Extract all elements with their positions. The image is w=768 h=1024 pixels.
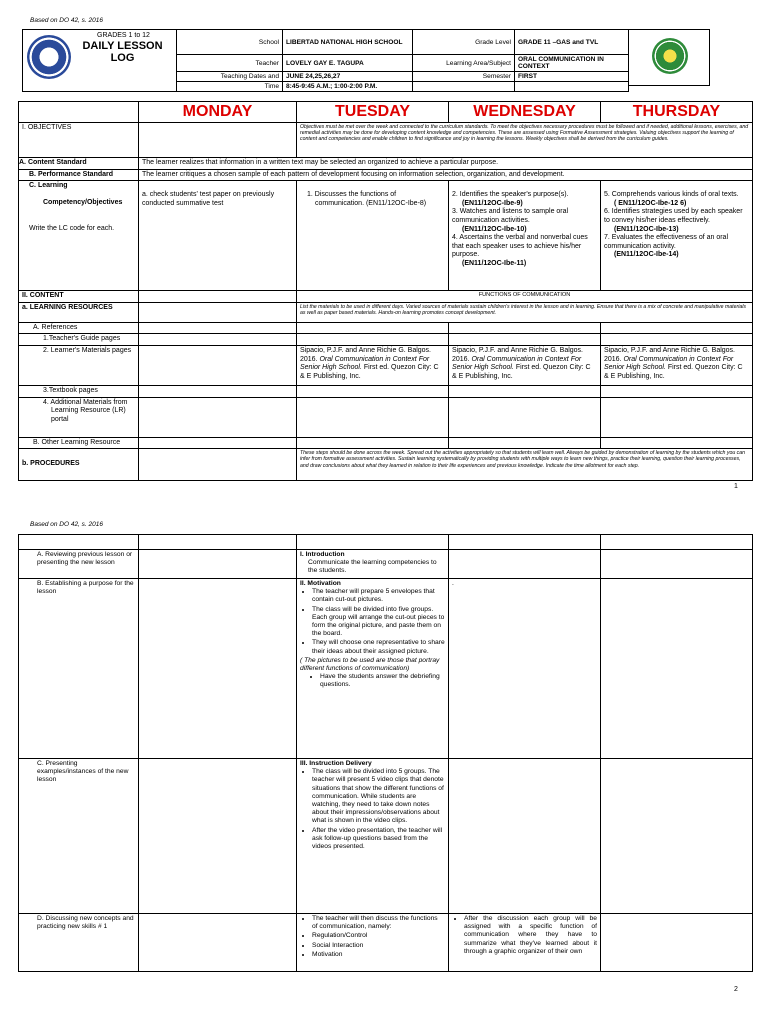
deped-seal-icon	[27, 35, 71, 79]
teacher-value: LOVELY GAY E. TAGUPA	[283, 55, 413, 72]
row-d-label: D. Discussing new concepts and practicing new skills # 1	[19, 914, 139, 972]
header-title-cell	[23, 30, 177, 92]
performance-standard-value: The learner critiques a chosen sample of each pattern of development focusing on information selection, organization, and development.	[139, 169, 753, 181]
procedures-label: b. PROCEDURES	[19, 449, 139, 481]
reference-thursday: Sipacio, P.J.F. and Anne Richie G. Balgos. 2016. Oral Communication in Context For Senior High School. First ed. Quezon City: C & E Publishing, Inc.	[601, 345, 753, 385]
learning-competency-label: C. Learning Competency/Objectives Write the LC code for each.	[19, 181, 139, 291]
based-on-note-2: Based on DO 42, s. 2016	[30, 521, 103, 528]
list-item: • Regulation/Control	[312, 932, 445, 940]
references-label: A. References	[19, 322, 139, 334]
day-header-wednesday: WEDNESDAY	[449, 102, 601, 123]
row-b-tuesday: II. Motivation • The teacher will prepare 5 envelopes that contain cut-out pictures. • The class will be divided into five groups. Each group will arrange the cut-out pieces to form the original picture, and paste them on the board. • They will choose one representative to share their ideas about their assigned picture. ( The pictures to be used are those that portray different functions of communication) • Have the students answer the debriefing questions.	[297, 579, 449, 759]
right-logo-cell	[628, 29, 710, 86]
row-c-tuesday: III. Instruction Delivery • The class will be divided into 5 groups. The teacher will present 5 video clips that denote situations that show the different functions of communication. While students are watching, they need to take down notes about their impressions/observations about what is shown in the video clips. • After the video presentation, the teacher will ask follow-up questions based from the videos presented.	[297, 759, 449, 914]
grades-label: GRADES 1 to 12	[97, 32, 150, 39]
day-header-thursday: THURSDAY	[601, 102, 753, 123]
school-seal-icon	[652, 38, 688, 74]
header-table	[22, 29, 629, 92]
dates-value: JUNE 24,25,26,27	[283, 72, 413, 82]
row-b-label: B. Establishing a purpose for the lesson	[19, 579, 139, 759]
reference-tuesday: Sipacio, P.J.F. and Anne Richie G. Balgos. 2016. Oral Communication in Context For Senior High School. First ed. Quezon City: C & E Publishing, Inc.	[297, 345, 449, 385]
objectives-label: I. OBJECTIVES	[19, 123, 139, 158]
teacher-label: Teacher	[177, 55, 283, 72]
procedures-note: These steps should be done across the week. Spread out the activities appropriately so that students will learn well. Always be guided by demonstration of learning by the students which you can infer from formative assessment activities. Sustain learning systematically by providing students with multiple ways to learn new things, practice their learning, question their learning processes, and draw conclusions about what they learned in relation to their life experiences and previous knowledge. Indicate the time allotment for each step.	[297, 449, 753, 481]
list-item: • After the discussion each group will be assigned with a specific function of communication where they have to summarize what they've learned about it through a graphic organizer of their own	[464, 915, 597, 956]
lesson-table-page1-body	[18, 101, 753, 481]
row-a-tuesday: I. Introduction Communicate the learning competencies to the students.	[297, 550, 449, 579]
other-resource-label: B. Other Learning Resource	[19, 437, 139, 449]
row-d-wednesday	[449, 914, 601, 972]
page-title: DAILY LESSON LOG	[82, 40, 163, 64]
content-standard-label: A. Content Standard	[19, 158, 139, 170]
learning-area-label: Learning Area/Subject	[413, 55, 515, 72]
row-a-label: A. Reviewing previous lesson or presenting the new lesson	[19, 550, 139, 579]
content-label: II. CONTENT	[19, 291, 139, 303]
school-value: LIBERTAD NATIONAL HIGH SCHOOL	[283, 30, 413, 55]
semester-label: Semester	[413, 72, 515, 82]
list-item: • The teacher will prepare 5 envelopes that contain cut-out pictures.	[312, 588, 445, 604]
learning-area-value: ORAL COMMUNICATION IN CONTEXT	[515, 55, 629, 72]
list-item: • They will choose one representative to share their ideas about their assigned picture.	[312, 639, 445, 655]
lesson-table-page2	[18, 534, 753, 972]
row-b-wednesday: .	[449, 579, 601, 759]
list-item: • The teacher will then discuss the functions of communication, namely:	[312, 915, 445, 931]
learners-materials-label: 2. Learner's Materials pages	[19, 345, 139, 385]
day-header-monday: MONDAY	[139, 102, 297, 123]
list-item: • After the video presentation, the teacher will ask follow-up questions based from the videos presented.	[312, 827, 445, 852]
performance-standard-label: B. Performance Standard	[19, 169, 139, 181]
row-c-label: C. Presenting examples/instances of the new lesson	[19, 759, 139, 914]
thursday-objectives: 5. Comprehends various kinds of oral texts. ( EN11/12OC-Ibe-12 6) 6. Identifies strategies used by each speaker to convey his/her ideas effectively. (EN11/12OC-Ibe-13) 7. Evaluates the effectiveness of an oral communication activity. (EN11/12OC-Ibe-14)	[601, 181, 753, 291]
learning-resources-label: a. LEARNING RESOURCES	[19, 302, 139, 322]
textbook-label: 3.Textbook pages	[19, 385, 139, 397]
based-on-note: Based on DO 42, s. 2016	[30, 17, 103, 24]
monday-objective: a. check students' test paper on previously conducted summative test	[139, 181, 297, 291]
teachers-guide-label: 1.Teacher's Guide pages	[19, 334, 139, 346]
grade-level-label: Grade Level	[413, 30, 515, 55]
list-item: • The class will be divided into 5 groups. The teacher will present 5 video clips that denote situations that show the different functions of communication. While students are watching, they need to take down notes about their impressions/observations about what is shown in the video clips.	[312, 768, 445, 825]
dates-value-2: 8:45-9:45 A.M.; 1:00-2:00 P.M.	[283, 82, 413, 92]
row-d-tuesday	[297, 914, 449, 972]
content-value: FUNCTIONS OF COMMUNICATION	[297, 291, 753, 303]
list-item: • Social Interaction	[312, 942, 445, 950]
list-item: • The class will be divided into five groups. Each group will arrange the cut-out pieces to form the original picture, and paste them on the board.	[312, 606, 445, 639]
page-number-2: 2	[734, 986, 738, 993]
wednesday-objectives: 2. Identifies the speaker's purpose(s). (EN11/12OC-Ibe-9) 3. Watches and listens to sample oral communication activities. (EN11/12OC-Ibe-10) 4. Ascertains the verbal and nonverbal cues that each speaker uses to achieve his/her purpose. (EN11/12OC-Ibe-11)	[449, 181, 601, 291]
grade-level-value: GRADE 11 –GAS and TVL	[515, 30, 629, 55]
semester-value: FIRST	[515, 72, 629, 82]
dates-label-2: Time	[177, 82, 283, 92]
learning-resources-note: List the materials to be used in different days. Varied sources of materials sustain children's interest in the lesson and in learning. Ensure that there is a mix of concrete and manipulative materials as well as paper based materials. Hands-on learning promotes concept development.	[297, 302, 753, 322]
additional-materials-label: 4. Additional Materials from Learning Resource (LR) portal	[19, 397, 139, 437]
dates-label: Teaching Dates and	[177, 72, 283, 82]
page-number-1: 1	[734, 483, 738, 490]
list-item: • Have the students answer the debriefing questions.	[320, 673, 445, 689]
objectives-note: Objectives must be met over the week and connected to the curriculum standards. To meet the objectives necessary procedures must be followed and if needed, additional lessons, exercises, and remedial activities may be done for developing content knowledge and competencies. These are assessed using Formative Assessment strategies. Valuing objectives support the learning of content and competencies and enable children to find significance and joy in learning the lessons. Weekly objectives shall be derived from the curriculum guides.	[297, 123, 753, 158]
day-header-tuesday: TUESDAY	[297, 102, 449, 123]
list-item: • Motivation	[312, 951, 445, 959]
reference-wednesday: Sipacio, P.J.F. and Anne Richie G. Balgos. 2016. Oral Communication in Context For Senior High School. First ed. Quezon City: C & E Publishing, Inc.	[449, 345, 601, 385]
content-standard-value: The learner realizes that information in a written text may be selected an organized to achieve a particular purpose.	[139, 158, 753, 170]
school-label: School	[177, 30, 283, 55]
tuesday-objective: 1. Discusses the functions of communication. (EN11/12OC-Ibe-8)	[297, 181, 449, 291]
